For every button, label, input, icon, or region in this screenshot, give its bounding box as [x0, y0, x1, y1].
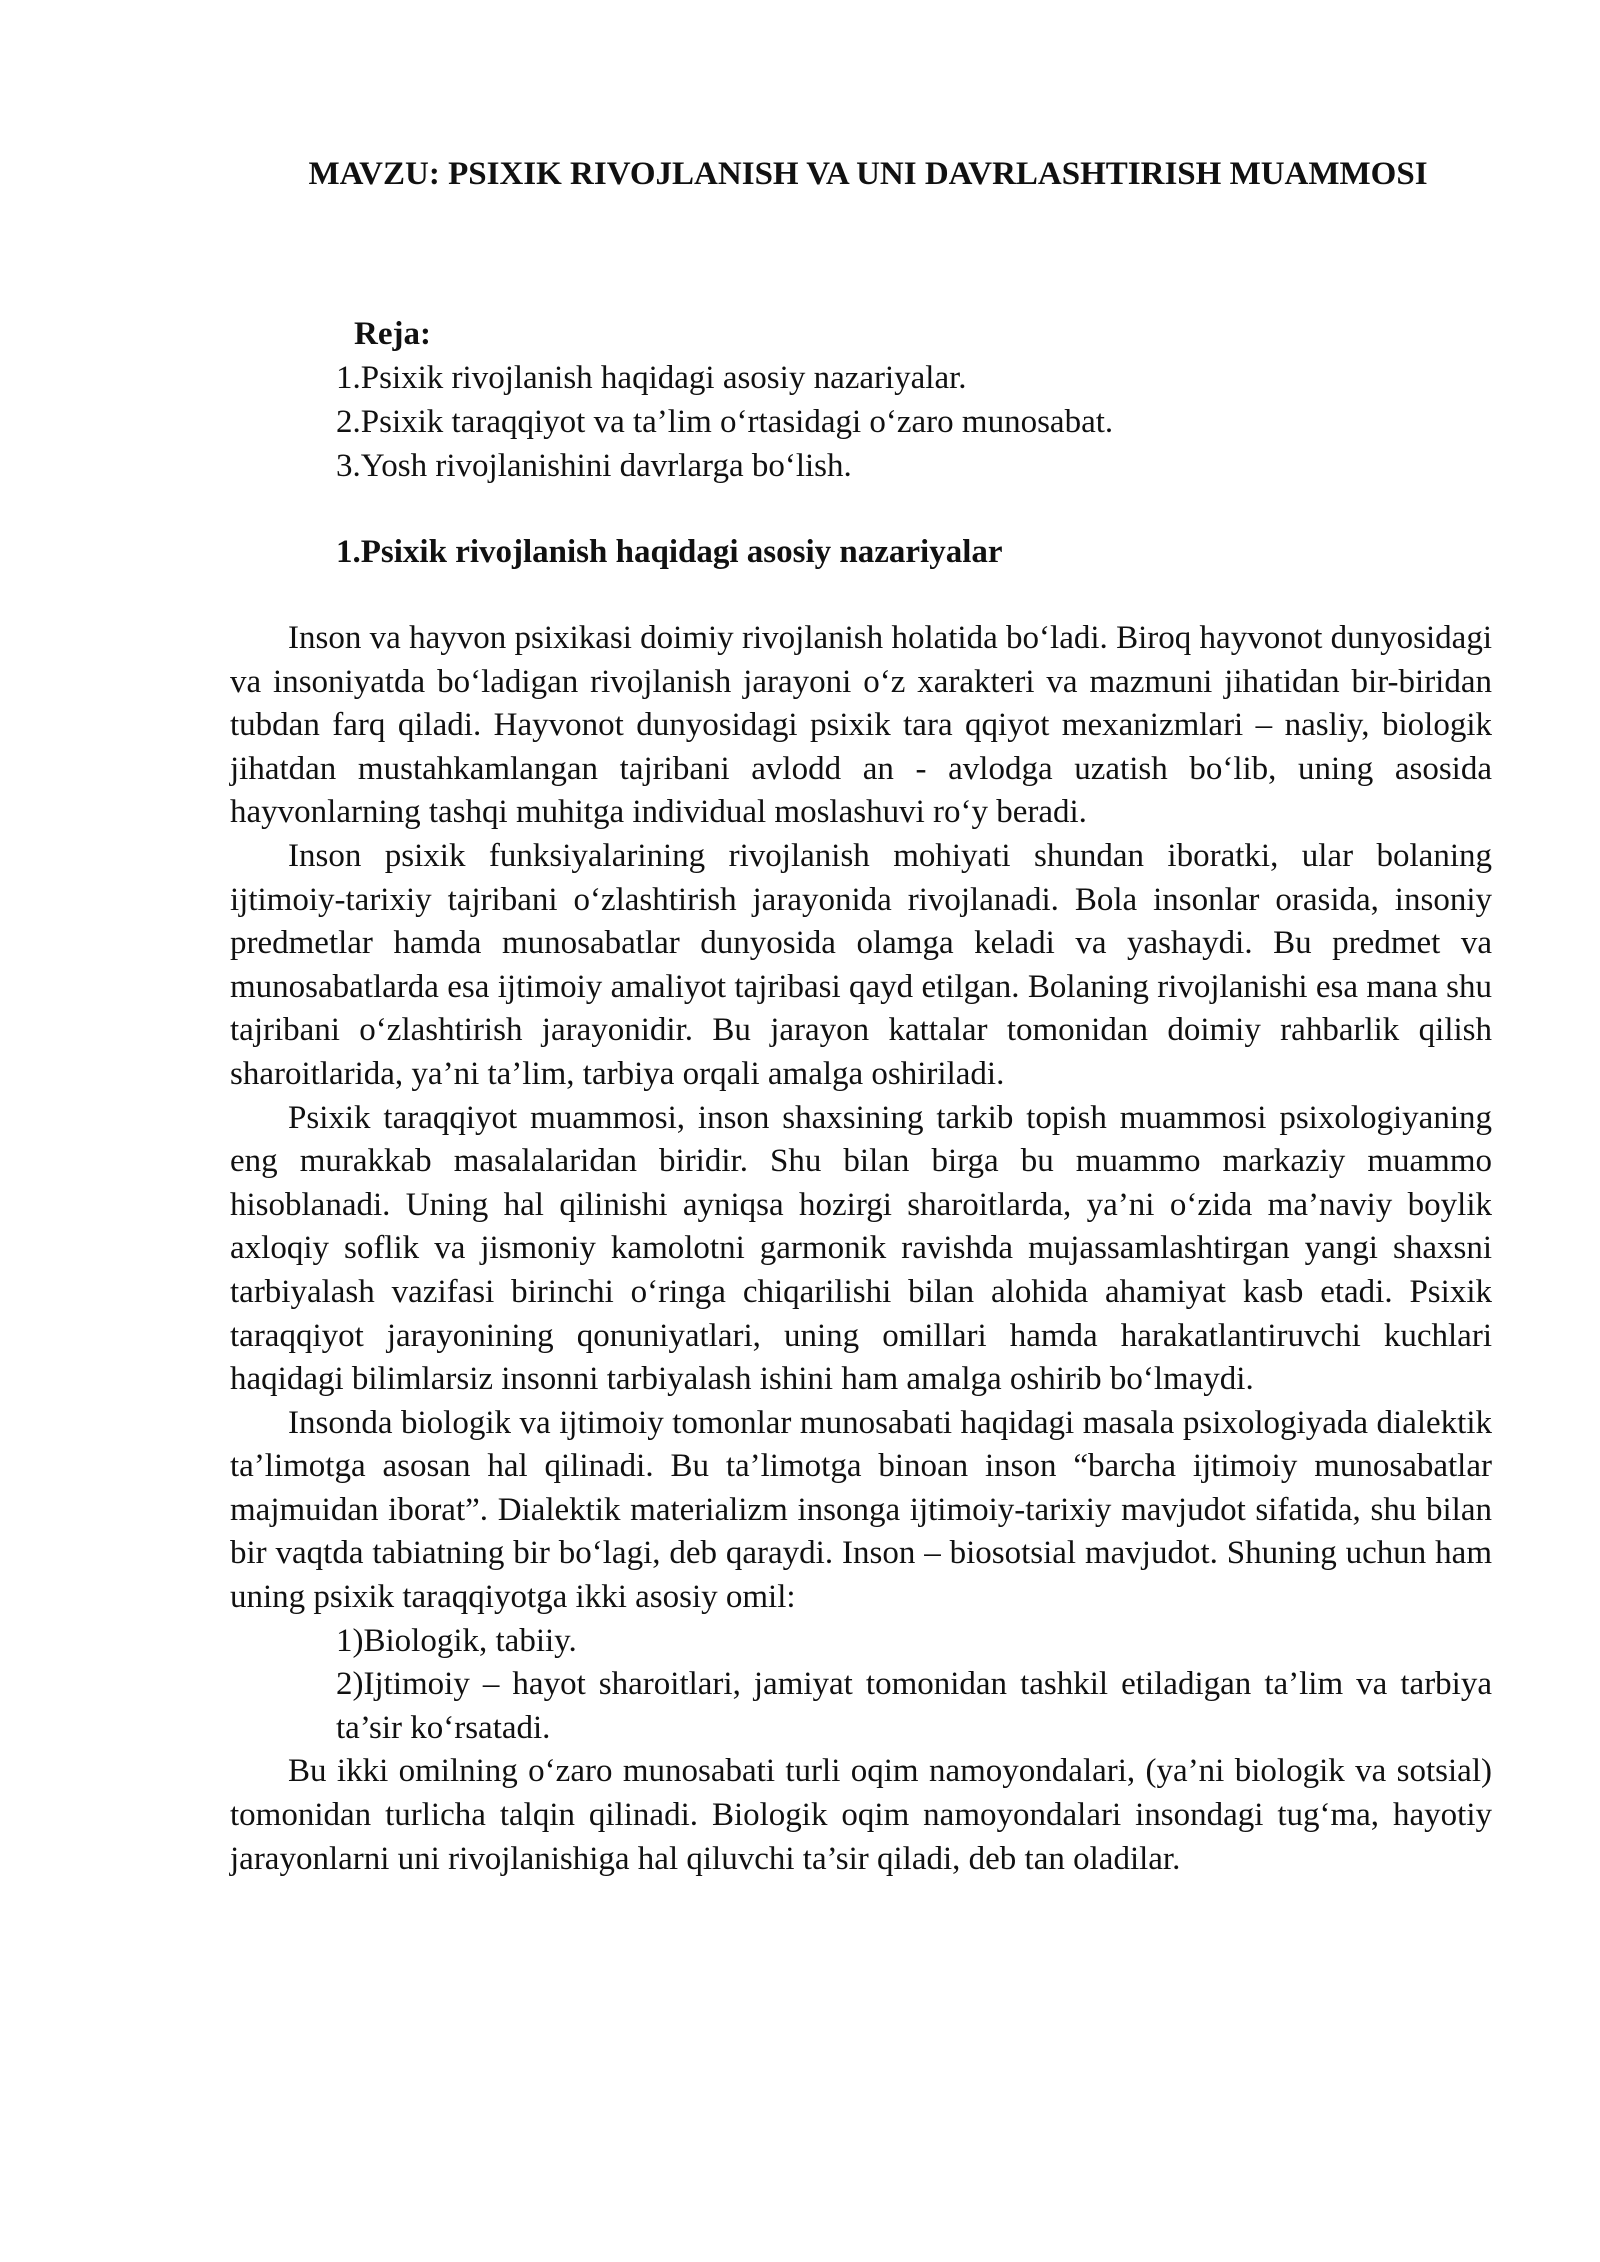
paragraph: Inson va hayvon psixikasi doimiy rivojlanish holatida bo‘ladi. Biroq hayvonot dunyosidagi va insoniyatda bo‘ladigan rivojlanish jarayoni o‘z xarakteri va mazmuni jihatidan bir-biridan tubdan farq qiladi. Hayvonot dunyosidagi psixik tara qqiyot mexanizmlari – nasliy, biologik jihatdan mustahkamlangan tajribani avlodd an - avlodga uzatish bo‘lib, uning asosida hayvonlarning tashqi muhitga individual moslashuvi ro‘y beradi.: [230, 620, 1492, 831]
plan-item: 2.Psixik taraqqiyot va ta’lim o‘rtasidagi o‘zaro munosabat.: [336, 404, 1114, 440]
closing-paragraph: Bu ikki omilning o‘zaro munosabati turli oqim namoyondalari, (ya’ni biologik va sotsial) tomonidan turlicha talqin qilinadi. Biologik oqim namoyondalari insondagi tug‘ma, hayotiy jarayonlarni uni rivojlanishiga hal qiluvchi ta’sir qiladi, deb tan oladilar.: [230, 1753, 1492, 1877]
factor-item-biological: 1)Biologik, tabiiy.: [336, 1622, 577, 1659]
plan-heading: Reja:: [354, 316, 431, 352]
section-heading: 1.Psixik rivojlanish haqidagi asosiy nazariyalar: [336, 534, 1003, 570]
paragraph: Insonda biologik va ijtimoiy tomonlar munosabati haqidagi masala psixologiyada dialektik ta’limotga asosan hal qilinadi. Bu ta’limotga binoan inson “barcha ijtimoiy munosabatlar majmuidan iborat”. Dialektik materializm insonga ijtimoiy-tarixiy mavjudot sifatida, shu bilan bir vaqtda tabiatning bir bo‘lagi, deb qaraydi. Inson – biosotsial mavjudot. Shuning uchun ham uning psixik taraqqiyotga ikki asosiy omil:: [230, 1404, 1492, 1616]
factor-item-social: 2)Ijtimoiy – hayot sharoitlari, jamiyat tomonidan tashkil etiladigan ta’lim va tarbiya ta’sir ko‘rsatadi.: [336, 1666, 1492, 1746]
document-title: MAVZU: PSIXIK RIVOJLANISH VA UNI DAVRLASHTIRISH MUAMMOSI: [308, 156, 1428, 192]
plan-item: 3.Yosh rivojlanishini davrlarga bo‘lish.: [336, 448, 852, 484]
paragraph: Psixik taraqqiyot muammosi, inson shaxsining tarkib topish muammosi psixologiyaning eng murakkab masalalaridan biridir. Shu bilan birga bu muammo markaziy muammo hisoblanadi. Uning hal qilinishi ayniqsa hozirgi sharoitlarda, ya’ni o‘zida ma’naviy boylik axloqiy soflik va jismoniy kamolotni garmonik ravishda mujassamlashtirgan yangi shaxsni tarbiyalash vazifasi birinchi o‘ringa chiqarilishi bilan alohida ahamiyat kasb etadi. Psixik taraqqiyot jarayonining qonuniyatlari, uning omillari hamda harakatlantiruvchi kuchlari haqidagi bilimlarsiz insonni tarbiyalash ishini ham amalga oshirib bo‘lmaydi.: [230, 1099, 1492, 1398]
body-text: [230, 617, 1492, 1881]
plan-item: 1.Psixik rivojlanish haqidagi asosiy nazariyalar.: [336, 360, 967, 396]
paragraph: Inson psixik funksiyalarining rivojlanish mohiyati shundan iboratki, ular bolaning ijtimoiy-tarixiy tajribani o‘zlashtirish jarayonida rivojlanadi. Bola insonlar orasida, insoniy predmetlar hamda munosabatlar dunyosida olamga keladi va yashaydi. Bu predmet va munosabatlarda esa ijtimoiy amaliyot tajribasi qayd etilgan. Bolaning rivojlanishi esa mana shu tajribani o‘zlashtirish jarayonidir. Bu jarayon kattalar tomonidan doimiy rahbarlik qilish sharoitlarida, ya’ni ta’lim, tarbiya orqali amalga oshiriladi.: [230, 837, 1492, 1092]
plan-list: [336, 356, 1113, 488]
